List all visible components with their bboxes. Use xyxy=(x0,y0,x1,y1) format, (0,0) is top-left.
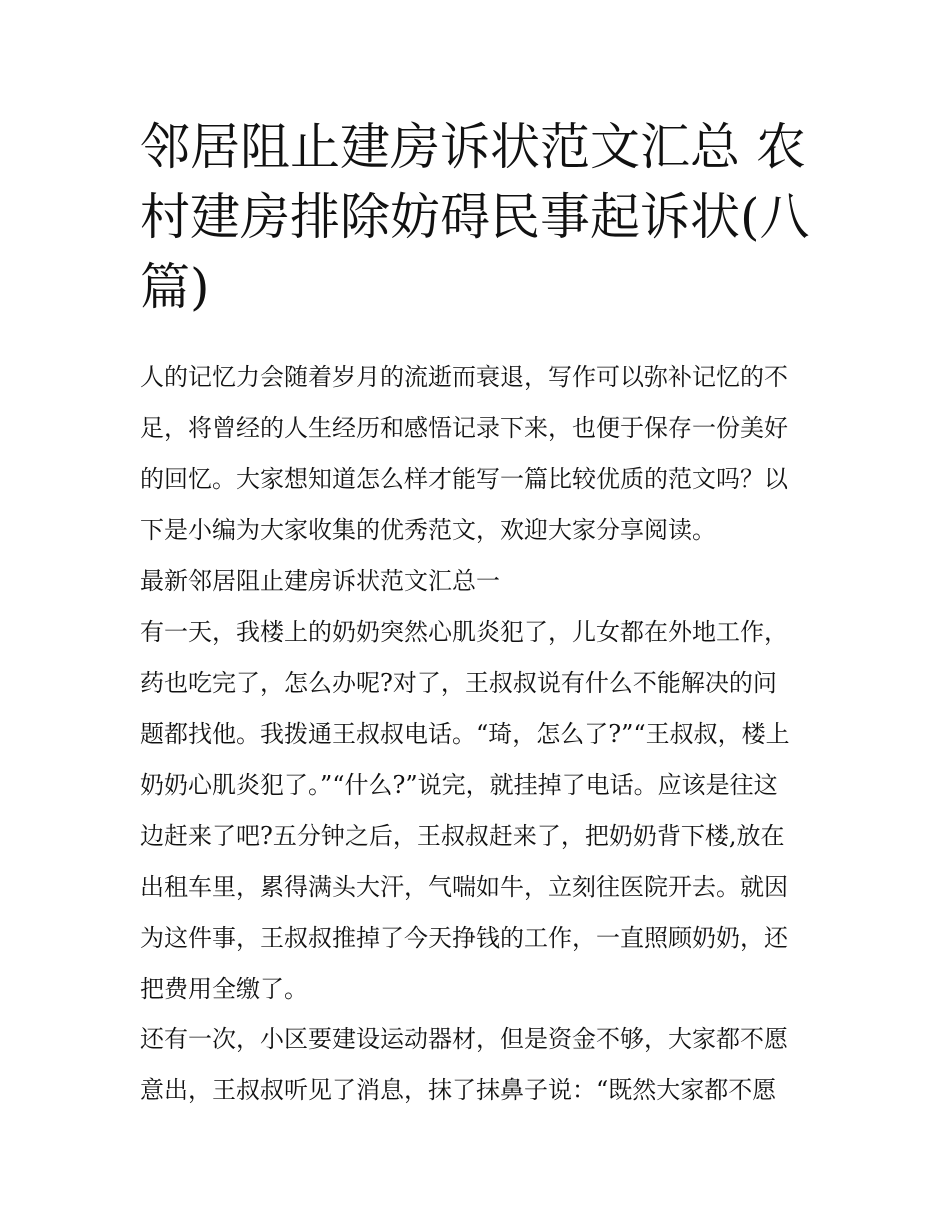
paragraph-line: 的回忆。大家想知道怎么样才能写一篇比较优质的范文吗？以 xyxy=(140,465,788,493)
story-paragraph-1 xyxy=(140,607,830,1015)
title-line: 邻居阻止建房诉状范文汇总 农 xyxy=(140,118,806,176)
paragraph-line: 题都找他。我拨通王叔叔电话。“琦，怎么了?”“王叔叔，楼上 xyxy=(140,720,790,748)
paragraph-line: 意出，王叔叔听见了消息，抹了抹鼻子说：“既然大家都不愿 xyxy=(140,1076,777,1104)
paragraph-line: 把费用全缴了。 xyxy=(140,975,308,1003)
title-line: 村建房排除妨碍民事起诉状(八 xyxy=(140,188,810,246)
paragraph-line: 有一天，我楼上的奶奶突然心肌炎犯了，儿女都在外地工作， xyxy=(140,618,788,646)
paragraph-line: 足，将曾经的人生经历和感悟记录下来，也便于保存一份美好 xyxy=(140,414,788,442)
paragraph-line: 为这件事，王叔叔推掉了今天挣钱的工作，一直照顾奶奶，还 xyxy=(140,924,788,952)
section-heading xyxy=(140,556,830,607)
paragraph-line: 还有一次，小区要建设运动器材，但是资金不够，大家都不愿 xyxy=(140,1025,788,1053)
intro-paragraph xyxy=(140,352,830,556)
paragraph-line: 人的记忆力会随着岁月的流逝而衰退，写作可以弥补记忆的不 xyxy=(140,363,788,391)
story-paragraph-2 xyxy=(140,1014,830,1116)
title-line: 篇) xyxy=(140,258,210,316)
document-title xyxy=(140,112,820,322)
paragraph-line: 出租车里，累得满头大汗，气喘如牛，立刻往医院开去。就因 xyxy=(140,873,788,901)
section-heading-text: 最新邻居阻止建房诉状范文汇总一 xyxy=(140,567,500,595)
paragraph-line: 药也吃完了，怎么办呢?对了，王叔叔说有什么不能解决的问 xyxy=(140,669,777,697)
paragraph-line: 奶奶心肌炎犯了。”“什么?”说完，就挂掉了电话。应该是往这 xyxy=(140,771,778,799)
paragraph-line: 边赶来了吧?五分钟之后，王叔叔赶来了，把奶奶背下楼,放在 xyxy=(140,822,785,850)
paragraph-line: 下是小编为大家收集的优秀范文，欢迎大家分享阅读。 xyxy=(140,516,716,544)
